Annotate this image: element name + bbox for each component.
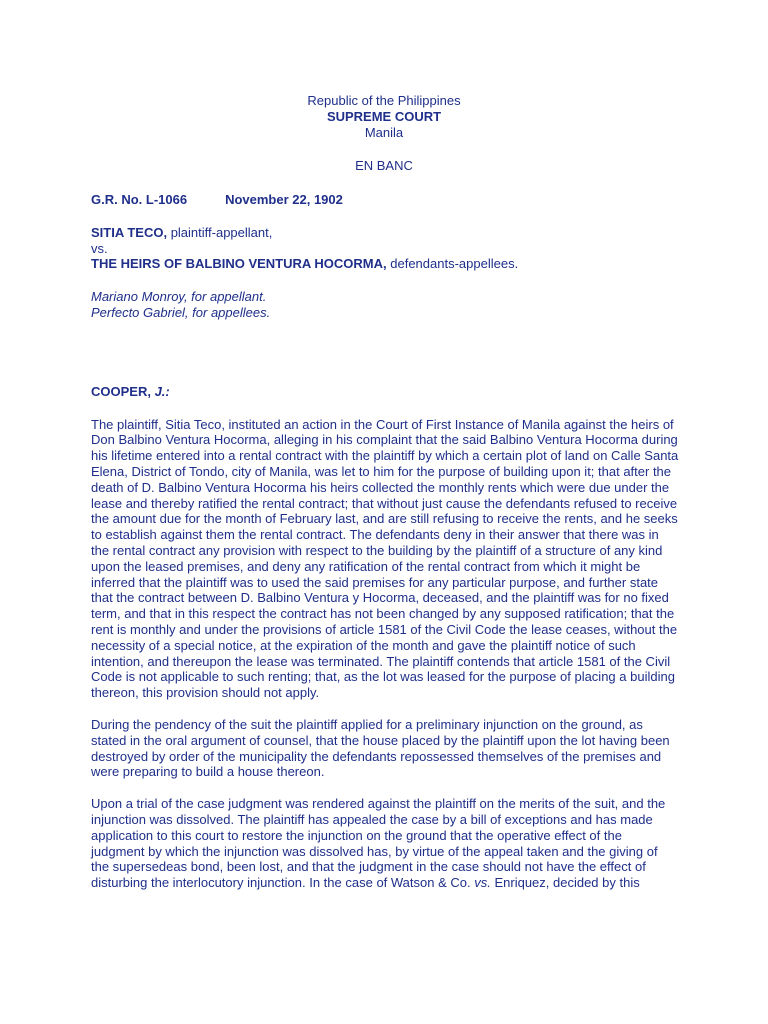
paragraph-3-start: Upon a trial of the case judgment was rendered against the plaintiff on the merits of the suit, and the injunction was dissolved. The plaintiff has appealed the case by a bill of exceptions and has made application to this court to restore the injunction on the ground that the operative effect of the judgment by which the injunction was dissolved has, by virtue of the appeal taken and the giving of the supersedeas bond, been lost, and that the judgment in the case should not have the effect of disturbing the interlocutory injunction. In the case of Watson & Co. [91,796,666,891]
document-header [0,93,768,141]
versus-line: vs. [91,240,108,256]
paragraph-3-vs: vs. [474,875,491,891]
paragraph-3-end: Enriquez, decided by this [490,875,640,891]
counsel-appellant: Mariano Monroy, for appellant. [91,289,267,305]
city-line: Manila [364,125,404,140]
ponente-line [91,384,679,400]
case-number-line [91,192,679,208]
decision-date: November 22, 1902 [225,192,343,207]
counsel-appellees: Perfecto Gabriel, for appellees. [91,304,271,320]
counsel-block [91,289,679,321]
gr-number: G.R. No. L-1066 [91,192,188,207]
division-line: EN BANC [355,158,413,173]
plaintiff-role: plaintiff-appellant, [167,224,273,240]
paragraph-2: During the pendency of the suit the plaintiff applied for a preliminary injunction on the ground, as stated in the oral argument of counsel, that the house placed by the plaintiff upon the lot having been destroyed by order of the municipality the defendants repossessed themselves of the premises and were preparing to build a house thereon. [91,716,670,780]
case-parties [91,225,679,272]
defendant-line [91,256,679,272]
ponente-title: J.: [154,383,170,399]
defendant-name: THE HEIRS OF BALBINO VENTURA HOCORMA, [91,256,387,272]
defendant-role: defendants-appellees. [386,256,519,272]
court-name: SUPREME COURT [326,109,442,124]
ponente-name: COOPER, [91,383,155,399]
plaintiff-name: SITIA TECO, [91,224,168,240]
republic-line: Republic of the Philippines [307,93,461,108]
document-body [91,192,679,891]
paragraph-3 [91,796,679,891]
plaintiff-line [91,225,679,241]
paragraph-1: The plaintiff, Sitia Teco, instituted an action in the Court of First Instance of Manila against the heirs of Don Balbino Ventura Hocorma, alleging in his complaint that the said Balbino Ventura Hocorma during his lifetime entered into a rental contract with the plaintiff by which a certain plot of land on Calle Santa Elena, District of Tondo, city of Manila, was let to him for the purpose of building upon it; that after the death of D. Balbino Ventura Hocorma his heirs collected the monthly rents which were due under the lease and thereby ratified the rental contract; that without just cause the defendants refused to receive the amount due for the month of February last, and are still refusing to receive the rents, and he seeks to establish against them the rental contract. The defendants deny in their answer that there was in the rental contract any provision with respect to the building by the plaintiff of a structure of any kind upon the leased premises, and deny any ratification of the rental contract from which it might be inferred that the plaintiff was to used the said premises for any particular purpose, and further state that the contract between D. Balbino Ventura y Hocorma, deceased, and the plaintiff was for no fixed term, and that in this respect the contract has not been changed by any supposed ratification; that the rent is monthly and under the provisions of article 1581 of the Civil Code the lease ceases, without the necessity of a special notice, at the expiration of the month and gave the plaintiff notice of such intention, and thereupon the lease was terminated. The plaintiff contends that article 1581 of the Civil Code is not applicable to such renting; that, as the lot was leased for the purpose of placing a building thereon, this provision should not apply. [91,416,679,701]
